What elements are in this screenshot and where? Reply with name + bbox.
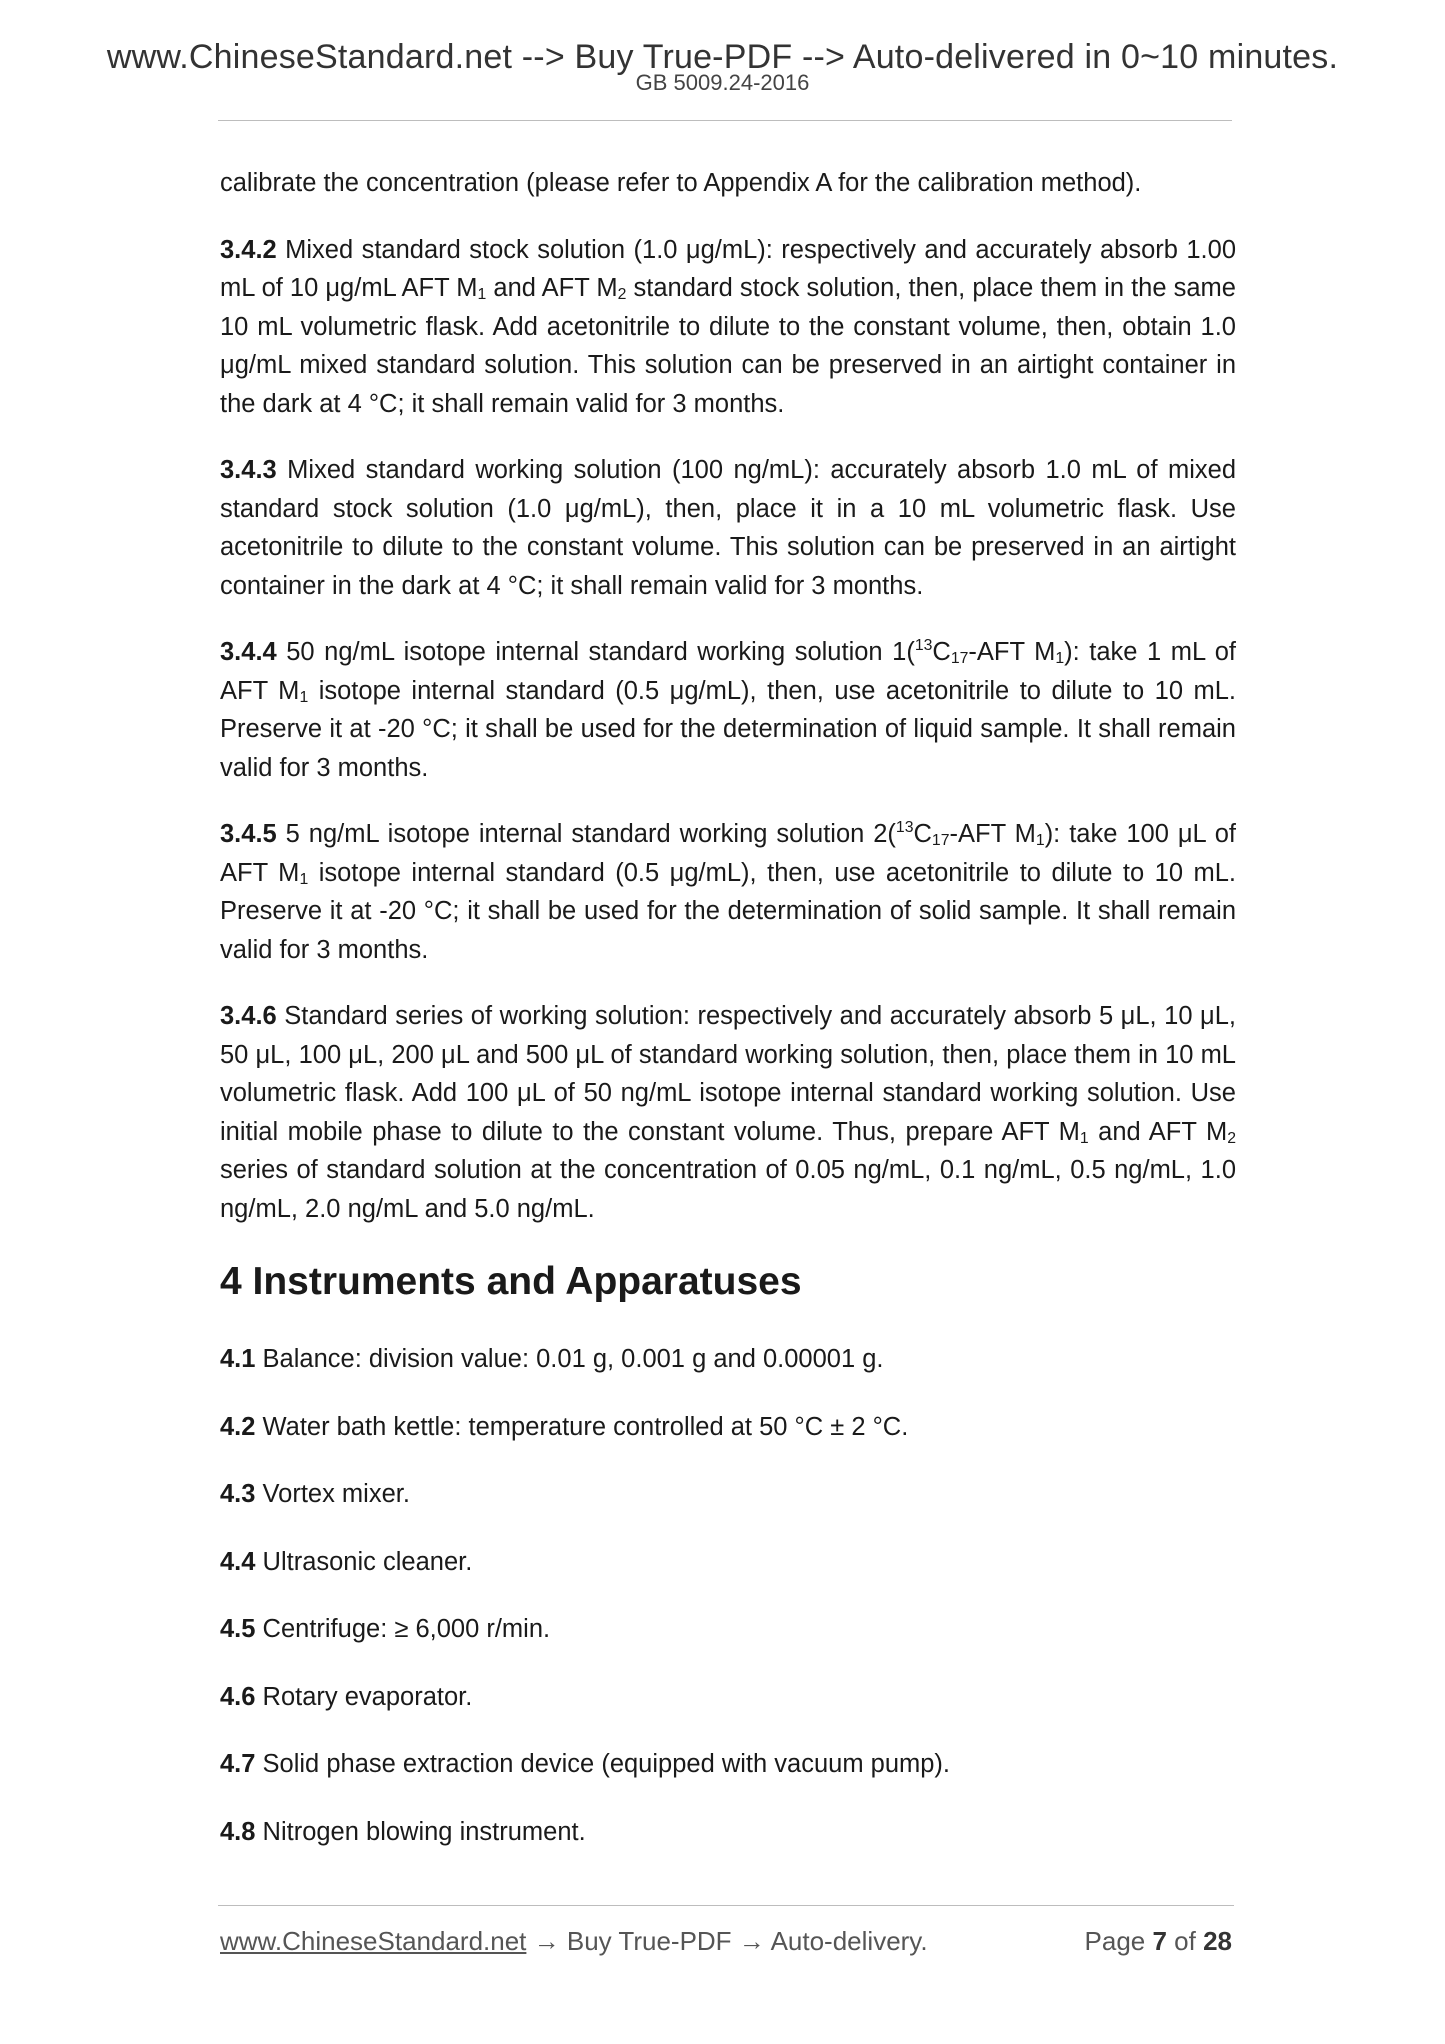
header-divider — [218, 120, 1232, 121]
list-item: 4.8 Nitrogen blowing instrument. — [220, 1817, 586, 1846]
paragraph-3-4-6: 3.4.6 Standard series of working solution: respectively and accurately absorb 5 μL, 10 μL, 50 μL, 100 μL, 200 μL and 500 μL of standard working solution, then, place them in 10 mL volumetric flask. Add 100 μL of 50 ng/mL isotope internal standard working solution. Use initial mobile phase to dilute to the constant volume. Thus, prepare AFT $M_1$ and AFT $M_2$ series of standard solution at the concentration of 0.05 ng/mL, 0.1 ng/mL, 0.5 ng/mL, 1.0 ng/mL, 2.0 ng/mL and 5.0 ng/mL. — [220, 1002, 1236, 1223]
list-item: 4.7 Solid phase extraction device (equipped with vacuum pump). — [220, 1750, 951, 1778]
page-indicator: Page 7 of 28 — [1084, 1926, 1232, 1956]
clause-number: 3.4.5 — [220, 820, 277, 848]
paragraph-3-4-3: 3.4.3 Mixed standard working solution (100 ng/mL): accurately absorb 1.0 mL of mixed standard stock solution (1.0 μg/mL), then, place it in a 10 mL volumetric flask. Use acetonitrile to dilute to the constant volume. This solution can be preserved in an airtight container in the dark at 4 °C; it shall remain valid for 3 months. — [220, 456, 1236, 600]
clause-number: 3.4.3 — [220, 456, 277, 484]
paragraph-3-4-4: 3.4.4 50 ng/mL isotope internal standard working solution $1(^{13}C_{17}$-AFT $M_1$): take 1 mL of AFT $M_1$ isotope internal standard (0.5 μg/mL), then, use acetonitrile to dilute to 10 mL. Preserve it at -20 °C; it shall be used for the determination of liquid sample. It shall remain valid for 3 months. — [220, 637, 1236, 782]
page-footer — [220, 1924, 1232, 1958]
standard-code: GB 5009.24-2016 — [635, 70, 810, 95]
section-heading: 4 Instruments and Apparatuses — [220, 1260, 802, 1303]
clause-number: 3.4.4 — [220, 638, 277, 666]
clause-number: 3.4.6 — [220, 1002, 277, 1030]
list-item: 4.1 Balance: division value: 0.01 g, 0.001 g and 0.00001 g. — [220, 1345, 884, 1373]
footer-site-link[interactable]: www.ChineseStandard.net — [220, 1926, 527, 1956]
list-item: 4.2 Water bath kettle: temperature controlled at 50 °C ± 2 °C. — [220, 1412, 909, 1441]
total-page-number: 28 — [1203, 1926, 1232, 1956]
footer-divider — [218, 1905, 1234, 1906]
site-banner: www.ChineseStandard.net --> Buy True-PDF --> Auto-delivered in 0~10 minutes. — [106, 38, 1339, 76]
paragraph-calibrate: calibrate the concentration (please refer to Appendix A for the calibration method). — [220, 169, 1142, 197]
list-item: 4.3 Vortex mixer. — [220, 1480, 410, 1508]
footer-tagline: → Buy True-PDF → Auto-delivery. — [526, 1926, 928, 1956]
paragraph-3-4-2: 3.4.2 Mixed standard stock solution (1.0 μg/mL): respectively and accurately absorb 1.00 mL of 10 μg/mL AFT $M_1$ and AFT $M_2$ standard stock solution, then, place them in the same 10 mL volumetric flask. Add acetonitrile to dilute to the constant volume, then, obtain 1.0 μg/mL mixed standard solution. This solution can be preserved in an airtight container in the dark at 4 °C; it shall remain valid for 3 months. — [220, 235, 1236, 418]
paragraph-3-4-5: 3.4.5 5 ng/mL isotope internal standard working solution $2(^{13}C_{17}$-AFT $M_1$): take 100 μL of AFT $M_1$ isotope internal standard (0.5 μg/mL), then, use acetonitrile to dilute to 10 mL. Preserve it at -20 °C; it shall be used for the determination of solid sample. It shall remain valid for 3 months. — [220, 819, 1236, 964]
list-item: 4.4 Ultrasonic cleaner. — [220, 1547, 473, 1576]
list-item: 4.5 Centrifuge: ≥ 6,000 r/min. — [220, 1615, 551, 1643]
clause-number: 3.4.2 — [220, 235, 277, 264]
current-page-number: 7 — [1152, 1926, 1167, 1956]
page-body — [220, 164, 1236, 1880]
list-item: 4.6 Rotary evaporator. — [220, 1682, 473, 1711]
